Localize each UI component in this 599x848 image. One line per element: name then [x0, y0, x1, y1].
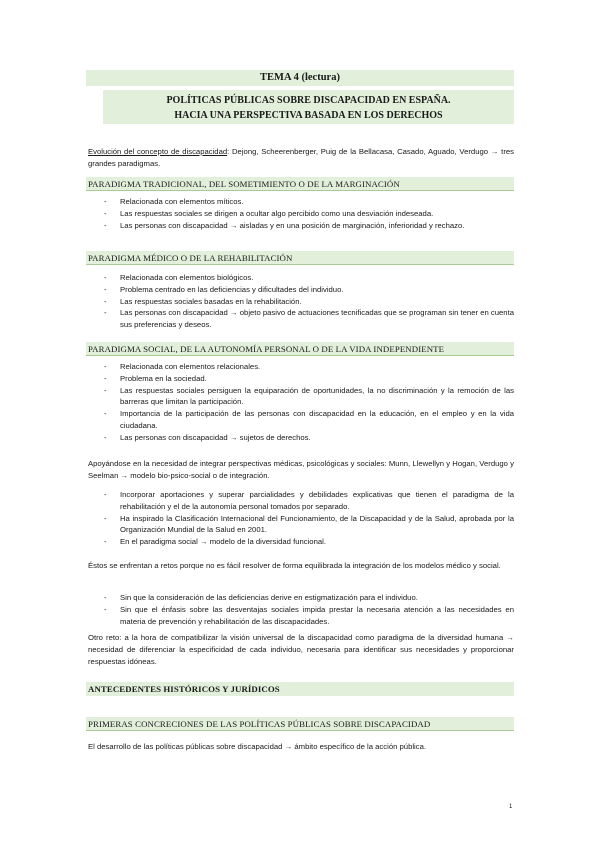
heading-antecedentes: ANTECEDENTES HISTÓRICOS Y JURÍDICOS: [86, 682, 514, 696]
list-item: - Las respuestas sociales basadas en la rehabilitación.: [86, 296, 514, 308]
list-item: - Sin que la consideración de las deficiencias derive en estigmatización para el individuo.: [86, 592, 514, 604]
list-item: - Las personas con discapacidad → aisladas y en una posición de marginación, inferioridad y rechazo.: [86, 220, 514, 232]
intro-rest: : Dejong, Scheerenberger, Puig de la Bellacasa, Casado, Aguado, Verdugo → tres grandes paradigmas.: [88, 147, 514, 168]
title-line-1: POLÍTICAS PÚBLICAS SOBRE DISCAPACIDAD EN ESPAÑA.: [166, 95, 451, 106]
list-apoyandose: [86, 489, 514, 548]
list-item: - Las respuestas sociales se dirigen a ocultar algo percibido como una desviación indeseada.: [86, 208, 514, 220]
list-item: - Problema centrado en las deficiencias y dificultades del individuo.: [86, 284, 514, 296]
title-line-2: HACIA UNA PERSPECTIVA BASADA EN LOS DERECHOS: [174, 110, 443, 121]
paragraph-final: El desarrollo de las políticas públicas sobre discapacidad → ámbito específico de la acción pública.: [88, 742, 427, 751]
heading-paradigma-tradicional: PARADIGMA TRADICIONAL, DEL SOMETIMIENTO O DE LA MARGINACIÓN: [86, 177, 514, 191]
list-item: - Las personas con discapacidad → objeto pasivo de actuaciones tecnificadas que se programan sin tener en cuenta sus preferencias y deseos.: [86, 307, 514, 331]
list-item: - Relacionada con elementos biológicos.: [86, 272, 514, 284]
list-item: - Problema en la sociedad.: [86, 373, 514, 385]
list-item: - Las personas con discapacidad → sujetos de derechos.: [86, 432, 514, 444]
paragraph-retos: Éstos se enfrentan a retos porque no es fácil resolver de forma equilibrada la integración de los modelos médico y social.: [88, 561, 501, 570]
intro-underlined: Evolución del concepto de discapacidad: [88, 147, 228, 156]
heading-primeras-concreciones: PRIMERAS CONCRECIONES DE LAS POLÍTICAS PÚBLICAS SOBRE DISCAPACIDAD: [86, 717, 514, 731]
heading-paradigma-medico: PARADIGMA MÉDICO O DE LA REHABILITACIÓN: [86, 251, 514, 265]
list-paradigma-social: [86, 361, 514, 444]
page-number: 1: [509, 804, 513, 810]
list-item: - Importancia de la participación de las personas con discapacidad en la educación, en el empleo y en la vida ciudadana.: [86, 408, 514, 432]
list-item: - Relacionada con elementos relacionales.: [86, 361, 514, 373]
list-item: - En el paradigma social → modelo de la diversidad funcional.: [86, 536, 514, 548]
paragraph-otro-reto: Otro reto: a la hora de compatibilizar la visión universal de la discapacidad como paradigma de la diversidad humana → necesidad de diferenciar la especificidad de cada individuo, necesaria para identificar sus necesidades y proporcionar respuestas idóneas.: [88, 633, 514, 666]
intro-paragraph: [88, 146, 514, 170]
list-item: - Relacionada con elementos míticos.: [86, 196, 514, 208]
list-item: - Las respuestas sociales persiguen la equiparación de oportunidades, la no discriminación y la remoción de las barreras que limitan la participación.: [86, 385, 514, 409]
document-title: [103, 90, 514, 124]
paragraph-apoyandose: Apoyándose en la necesidad de integrar perspectivas médicas, psicológicas y sociales: Munn, Llewellyn y Hogan, Verdugo y Seelman → modelo bio-psico-social o de integración.: [88, 459, 514, 480]
tema-label: TEMA 4 (lectura): [86, 70, 514, 86]
list-item: - Ha inspirado la Clasificación Internacional del Funcionamiento, de la Discapacidad y de la Salud, aprobada por la Organización Mundial de la Salud en 2001.: [86, 513, 514, 537]
list-paradigma-tradicional: [86, 196, 514, 231]
list-retos: [86, 592, 514, 627]
list-item: - Sin que el énfasis sobre las desventajas sociales impida prestar la necesaria atención a las necesidades en materia de prevención y rehabilitación de las discapacidades.: [86, 604, 514, 628]
list-paradigma-medico: [86, 272, 514, 331]
heading-paradigma-social: PARADIGMA SOCIAL, DE LA AUTONOMÍA PERSONAL O DE LA VIDA INDEPENDIENTE: [86, 342, 514, 356]
list-item: - Incorporar aportaciones y superar parcialidades y debilidades explicativas que tienen el paradigma de la rehabilitación y el de la autonomía personal tomados por separado.: [86, 489, 514, 513]
